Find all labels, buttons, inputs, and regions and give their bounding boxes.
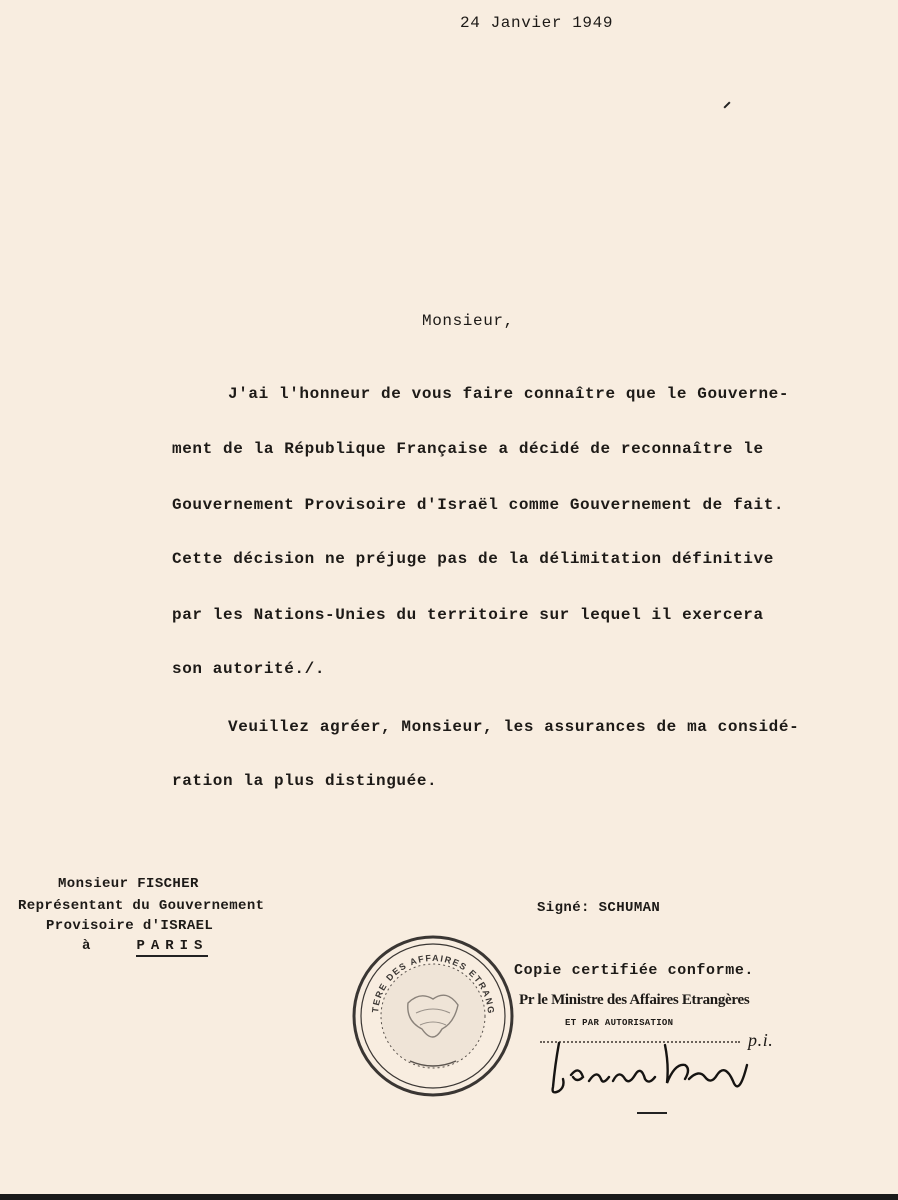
certified-copy: Copie certifiée conforme. [514,962,755,979]
minister-line: Pr le Ministre des Affaires Etrangères [519,992,750,1008]
addressee-city: PARIS [136,938,208,957]
handwritten-signature [545,1035,755,1105]
addressee-title-line2: Provisoire d'ISRAEL [46,918,214,934]
addressee-city-line [82,938,208,954]
addressee-prefix: à [82,938,91,954]
addressee-name: Monsieur FISCHER [58,876,199,892]
paragraph-line: J'ai l'honneur de vous faire connaître que le Gouverne- [228,385,790,403]
ink-mark [723,101,730,108]
closing-line: Veuillez agréer, Monsieur, les assurances de ma considé- [228,718,800,736]
paragraph-line: Gouvernement Provisoire d'Israël comme Gouvernement de fait. [172,496,785,514]
salutation: Monsieur, [422,312,514,330]
paragraph-line: ment de la République Française a décidé de reconnaître le [172,440,764,458]
authorization-line: ET PAR AUTORISATION [565,1018,674,1028]
addressee-title-line1: Représentant du Gouvernement [18,898,265,914]
closing-dash [637,1112,667,1114]
paragraph-line: son autorité./. [172,660,326,678]
scan-border [0,1194,898,1200]
paragraph-line: Cette décision ne préjuge pas de la délimitation définitive [172,550,774,568]
signed-name: Signé: SCHUMAN [537,900,661,916]
initials: p.i. [748,1030,774,1050]
closing-line: ration la plus distinguée. [172,772,438,790]
letter-date: 24 Janvier 1949 [460,14,614,32]
ministry-stamp [350,933,516,1099]
paragraph-line: par les Nations-Unies du territoire sur lequel il exercera [172,606,764,624]
stamp-text: TERE DES AFFAIRES ETRANG [370,952,497,1016]
